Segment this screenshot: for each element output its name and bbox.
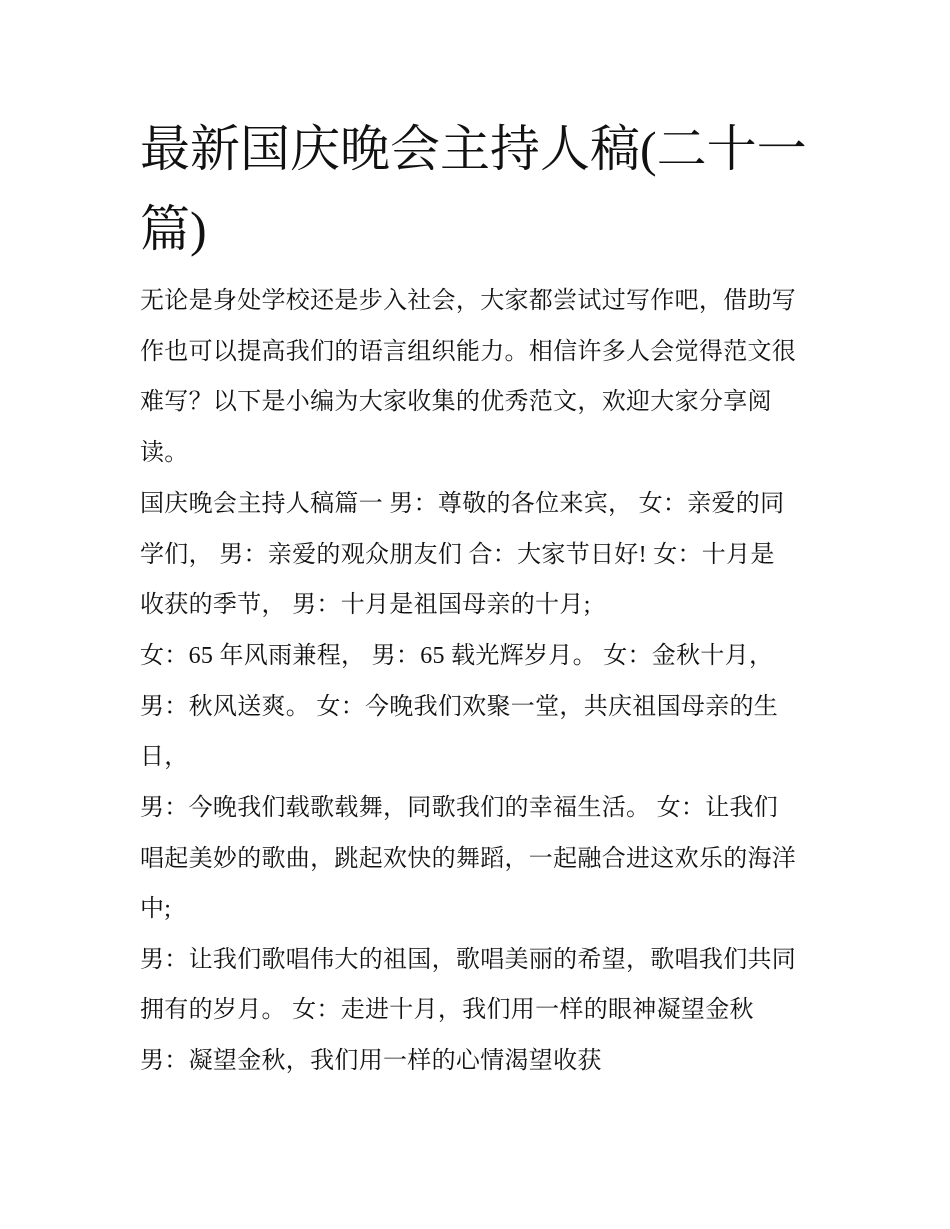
body-line: 学们， 男：亲爱的观众朋友们 合：大家节日好! 女：十月是 (140, 542, 775, 568)
document-title-line-1: 最新国庆晚会主持人稿(二十一 (140, 121, 807, 177)
body-line: 唱起美妙的歌曲，跳起欢快的舞蹈，一起融合进这欢乐的海洋 (140, 846, 797, 872)
body-line: 收获的季节， 男：十月是祖国母亲的十月; (140, 592, 591, 618)
body-line: 无论是身处学校还是步入社会，大家都尝试过写作吧，借助写 (140, 288, 797, 314)
body-line: 男：今晚我们载歌载舞，同歌我们的幸福生活。 女：让我们 (140, 795, 779, 821)
body-line: 国庆晚会主持人稿篇一 男：尊敬的各位来宾， 女：亲爱的同 (140, 491, 785, 517)
body-line: 读。 (140, 440, 189, 466)
body-line: 难写？以下是小编为大家收集的优秀范文，欢迎大家分享阅 (140, 389, 772, 415)
body-line: 男：凝望金秋，我们用一样的心情渴望收获 (140, 1048, 602, 1074)
body-line: 女：65 年风雨兼程， 男：65 载光辉岁月。 女：金秋十月， (140, 643, 774, 669)
document-title-line-2: 篇) (140, 201, 207, 257)
body-line: 男：让我们歌唱伟大的祖国，歌唱美丽的希望，歌唱我们共同 (140, 947, 797, 973)
body-line: 中; (140, 896, 172, 922)
body-line: 拥有的岁月。 女：走进十月，我们用一样的眼神凝望金秋 (140, 997, 754, 1023)
body-line: 男：秋风送爽。 女：今晚我们欢聚一堂，共庆祖国母亲的生 (140, 694, 779, 720)
body-line: 作也可以提高我们的语言组织能力。相信许多人会觉得范文很 (140, 339, 797, 365)
body-line: 日， (140, 744, 189, 770)
